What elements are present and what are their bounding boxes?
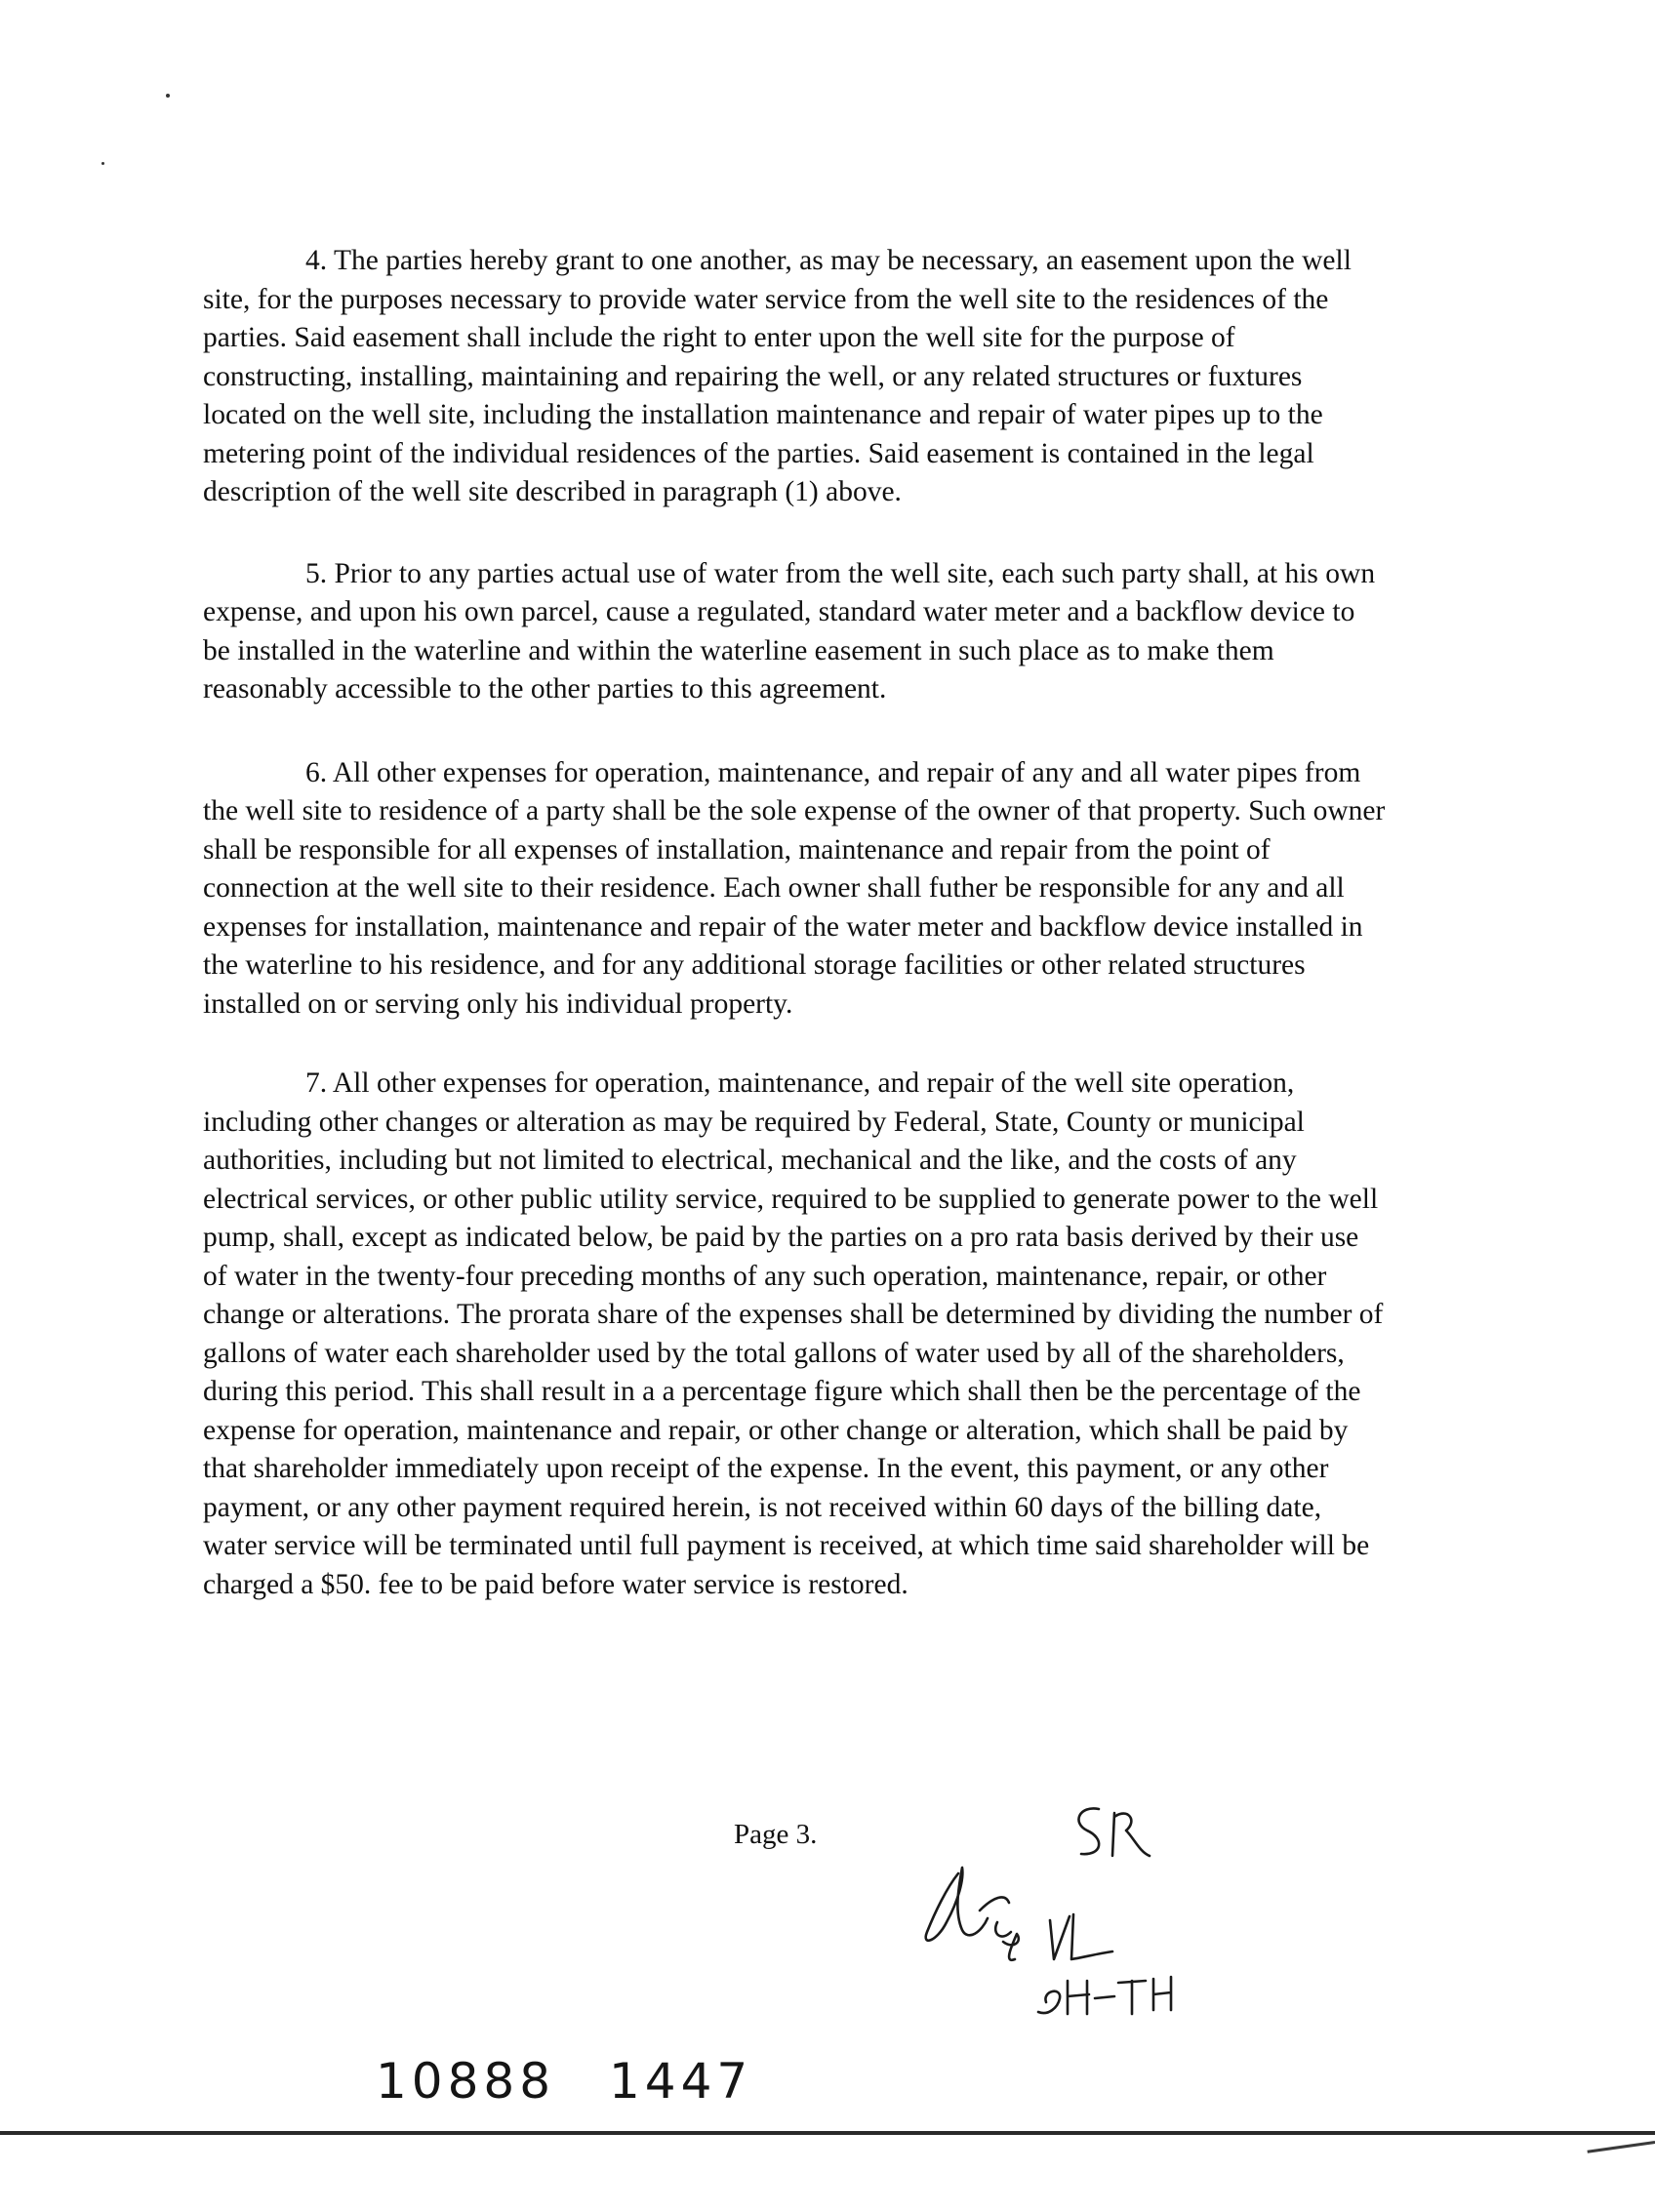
document-body — [203, 242, 1386, 1647]
paragraph-5: 5. Prior to any parties actual use of water from the well site, each such party shall, at his own expense, and upon his own parcel, cause a regulated, standard water meter and a backflow device to be installed in the waterline and within the waterline easement in such place as to make them reasonably accessible to the other parties to this agreement. — [203, 557, 1376, 704]
paragraph-7: 7. All other expenses for operation, maintenance, and repair of the well site operation, including other changes or alteration as may be required by Federal, State, County or municipal authorities, including but not limited to electrical, mechanical and the like, and the costs of any electrical services, or other public utility service, required to be supplied to generate power to the well pump, shall, except as indicated below, be paid by the parties on a pro rata basis derived by their use of water in the twenty-four preceding months of any such operation, maintenance, repair, or other change or alterations. The prorata share of the expenses shall be determined by dividing the number of gallons of water each shareholder used by the total gallons of water used by all of the shareholders, during this period. This shall result in a a percentage figure which shall then be the percentage of the expense for operation, maintenance and repair, or other change or alteration, which shall be paid by that shareholder immediately upon receipt of the expense. In the event, this payment, or any other payment, or any other payment required herein, is not received within 60 days of the billing date, water service will be terminated until full payment is received, at which time said shareholder will be charged a $50. fee to be paid before water service is restored. — [203, 1067, 1384, 1600]
paragraph-6: 6. All other expenses for operation, maintenance, and repair of any and all water pipes from the well site to residence of a party shall be the sole expense of the owner of that property. Such owner shall be responsible for all expenses of installation, maintenance and repair from the point of connection at the well site to their residence. Each owner shall futher be responsible for any and all expenses for installation, maintenance and repair of the water meter and backflow device installed in the waterline to his residence, and for any additional storage facilities or other related structures installed on or serving only his individual property. — [203, 756, 1386, 1020]
scan-border-line — [0, 2131, 1655, 2135]
scan-border-tail — [1587, 2141, 1655, 2153]
recording-number: 10888 1447 — [376, 2053, 753, 2110]
handwritten-initials-signature — [908, 1795, 1278, 2030]
scan-speck — [166, 94, 170, 98]
paragraph-4: 4. The parties hereby grant to one another, as may be necessary, an easement upon the well site, for the purposes necessary to provide water service from the well site to the residences of the parties. Said easement shall include the right to enter upon the well site for the purpose of constructing, installing, maintaining and repairing the well, or any related structures or fuxtures located on the well site, including the installation maintenance and repair of water pipes up to the metering point of the individual residences of the parties. Said easement is contained in the legal description of the well site described in paragraph (1) above. — [203, 245, 1352, 507]
scan-speck — [101, 162, 104, 165]
page-number: Page 3. — [734, 1819, 818, 1850]
